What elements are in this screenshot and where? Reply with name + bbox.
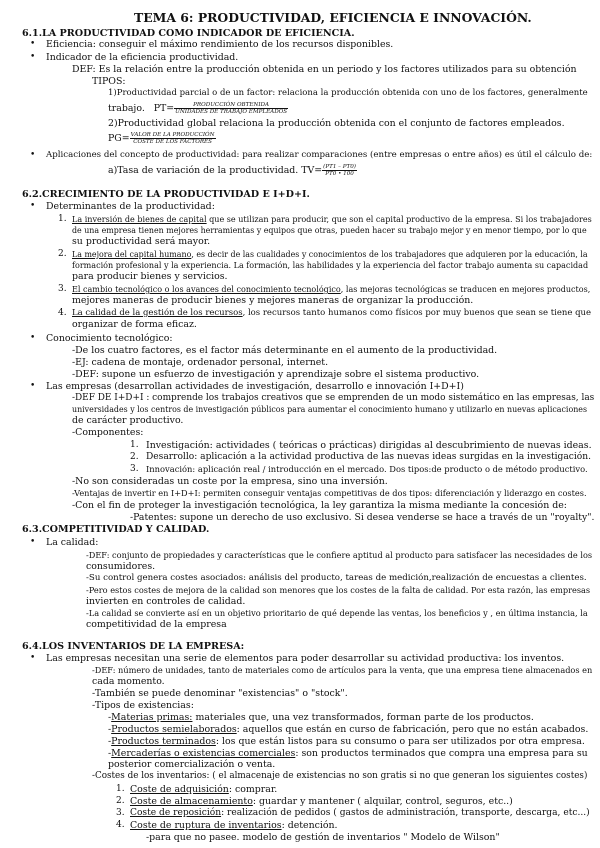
list-item bbox=[72, 284, 590, 295]
fraction bbox=[130, 132, 216, 145]
text-line: invierten en controles de calidad. bbox=[86, 596, 246, 607]
underlined-term: La calidad de la gestión de los recursos bbox=[72, 308, 243, 318]
text-line: -EJ: cadena de montaje, ordenador personal, internet. bbox=[72, 357, 329, 368]
numerator: (PT1 – PT0) bbox=[323, 164, 356, 170]
list-item bbox=[130, 796, 513, 807]
list-number: 1. bbox=[116, 784, 125, 794]
list-number: 2. bbox=[58, 249, 67, 259]
text-line: Eficiencia: conseguir el máximo rendimiento de los recursos disponibles. bbox=[46, 39, 394, 50]
text-line: Investigación: actividades ( teóricas o prácticas) dirigidas al descubrimiento de nuevas ideas. bbox=[146, 440, 592, 451]
text-line: -La calidad se convierte así en un objetivo prioritario de qué depende las ventas, los beneficios y , en última instancia, la bbox=[86, 608, 588, 618]
list-item bbox=[72, 308, 591, 319]
text-line: -No son consideradas un coste por la empresa, sino una inversión. bbox=[72, 476, 388, 487]
underlined-term: Coste de adquisición bbox=[130, 784, 229, 795]
bullet: • bbox=[30, 39, 36, 49]
underlined-term: Coste de ruptura de inventarios bbox=[130, 820, 282, 831]
list-number: 4. bbox=[58, 308, 67, 318]
list-number: 1. bbox=[130, 440, 139, 450]
list-number: 3. bbox=[58, 284, 67, 294]
list-item: -Mercaderías o existencias comerciales: son productos terminados que compra una empresa para su bbox=[108, 748, 588, 759]
page-title: TEMA 6: PRODUCTIVIDAD, EFICIENCIA E INNOVACIÓN. bbox=[134, 10, 532, 25]
underlined-term: Coste de almacenamiento bbox=[130, 796, 253, 807]
text-line: Conocimiento tecnológico: bbox=[46, 333, 173, 344]
text-line: mejores maneras de producir bienes y mejores maneras de organizar la producción. bbox=[72, 295, 474, 306]
list-number: 4. bbox=[116, 820, 125, 830]
section-heading-6-4: 6.4.LOS INVENTARIOS DE LA EMPRESA: bbox=[22, 641, 245, 652]
text-line: -De los cuatro factores, es el factor más determinante en el aumento de la productividad. bbox=[72, 345, 498, 356]
underlined-term: Materias primas: bbox=[111, 712, 193, 723]
list-item bbox=[130, 784, 277, 795]
text-line: -Con el fin de proteger la investigación tecnológica, la ley garantiza la misma mediante la concesión de: bbox=[72, 500, 567, 511]
text-line: posterior comercialización o venta. bbox=[108, 759, 276, 770]
underlined-term: El cambio tecnológico o los avances del conocimiento tecnológico bbox=[72, 285, 341, 294]
underlined-term: Productos semielaborados bbox=[111, 724, 237, 735]
underlined-term: Coste de reposición bbox=[130, 808, 222, 818]
bullet: • bbox=[30, 653, 36, 663]
formula-pt bbox=[108, 102, 288, 115]
text-line: -DEF: conjunto de propiedades y características que le confiere aptitud al producto para satisfacer las necesidades de los bbox=[86, 550, 593, 560]
denominator: COSTE DE LOS FACTORES bbox=[133, 139, 212, 145]
text-line: 2)Productividad global relaciona la producción obtenida con el conjunto de factores empleados. bbox=[108, 118, 565, 129]
text-line: -Ventajas de invertir en I+D+I: permiten conseguir ventajas competitivas de dos tipos: diferenciación y liderazgo en costes. bbox=[72, 488, 587, 498]
text-line: -Costes de los inventarios: ( el almacenaje de existencias no son gratis si no que generan los siguientes costes) bbox=[92, 771, 588, 781]
list-item: -Productos terminados: los que están listos para su consumo o para ser utilizados por otra empresa. bbox=[108, 736, 585, 747]
text-line: competitividad de la empresa bbox=[86, 619, 227, 630]
underlined-term: La inversión de bienes de capital bbox=[72, 215, 207, 224]
list-number: 1. bbox=[58, 214, 67, 224]
text-line: -DEF DE I+D+I : comprende los trabajos creativos que se emprenden de un modo sistemático en las empresas, las bbox=[72, 393, 595, 403]
list-number: 2. bbox=[116, 796, 125, 806]
numerator: PRODUCCIÓN OBTENIDA bbox=[174, 102, 288, 109]
text-span: que se utilizan para producir, que son el capital productivo de la empresa. Si los trabajadores bbox=[206, 215, 592, 224]
denominator: UNIDADES DE TRABAJO EMPLEADOS bbox=[175, 109, 288, 115]
section-heading-6-2: 6.2.CRECIMIENTO DE LA PRODUCTIVIDAD E I+D+I. bbox=[22, 189, 310, 200]
text-span: , es decir de las cualidades y conocimientos de los trabajadores que adquieren por la educación, la bbox=[191, 250, 588, 259]
text-line: Innovación: aplicación real / introducción en el mercado. Dos tipos:de producto o de método productivo. bbox=[146, 464, 588, 474]
text-span: materiales que, una vez transformados, forman parte de los productos. bbox=[192, 712, 534, 723]
bullet: • bbox=[30, 537, 36, 547]
text-line: -DEF: supone un esfuerzo de investigación y aprendizaje sobre el sistema productivo. bbox=[72, 369, 480, 380]
text-line: -Patentes: supone un derecho de uso exclusivo. Si desea venderse se hace a través de un "royalty". bbox=[130, 512, 595, 523]
text-line: 1)Productividad parcial o de un factor: relaciona la producción obtenida con uno de los factores, generalmente bbox=[108, 88, 588, 98]
text-span: : los que están listos para su consumo o para ser utilizados por otra empresa. bbox=[215, 736, 585, 747]
text-line: Las empresas (desarrollan actividades de investigación, desarrollo e innovación I+D+I) bbox=[46, 381, 464, 392]
bullet: • bbox=[30, 201, 36, 211]
text-span: : detención. bbox=[281, 820, 338, 831]
text-line: Determinantes de la productividad: bbox=[46, 201, 215, 212]
text-line: -Su control genera costes asociados: análisis del producto, tareas de medición,realización de encuestas a clientes. bbox=[86, 573, 587, 583]
text-line: su productividad será mayor. bbox=[72, 236, 211, 247]
text-line: organizar de forma eficaz. bbox=[72, 319, 197, 330]
text-line: de una empresa tienen mejores herramientas y equipos que otras, pueden hacer su trabajo mejor y en menor tiempo, por lo que bbox=[72, 226, 587, 235]
text-line: -Tipos de existencias: bbox=[92, 700, 194, 711]
text-line: Aplicaciones del concepto de productividad: para realizar comparaciones (entre empresas o entre años) es útil el cálculo de: bbox=[46, 150, 593, 160]
text-line: para producir bienes y servicios. bbox=[72, 271, 228, 282]
text-line: de carácter productivo. bbox=[72, 415, 184, 426]
formula-pg bbox=[108, 132, 216, 145]
list-item: -Productos semielaborados: aquellos que están en curso de fabricación, pero que no están acabados. bbox=[108, 724, 589, 735]
text-line: Desarrollo: aplicación a la actividad productiva de las nuevas ideas surgidas en la investigación. bbox=[146, 452, 592, 462]
text-span: : realización de pedidos ( gastos de administración, transporte, descarga, etc...) bbox=[221, 808, 590, 818]
text-span: , los recursos tanto humanos como físicos por muy buenos que sean se tiene que bbox=[242, 308, 592, 318]
text-line: Indicador de la eficiencia productividad. bbox=[46, 52, 239, 63]
fraction bbox=[322, 164, 357, 177]
text-line: universidades y los centros de investigación públicos para aumentar el conocimiento humano y utilizarlo en nuevas aplicaciones bbox=[72, 405, 587, 414]
text-line: -Pero estos costes de mejora de la calidad son menores que los costes de la falta de calidad. Por esta razón, las empresas bbox=[86, 585, 591, 595]
list-item bbox=[130, 808, 590, 819]
numerator: VALOR DE LA PRODUCCIÓN bbox=[130, 132, 215, 138]
list-number: 2. bbox=[130, 452, 139, 462]
text-span: PG= bbox=[108, 133, 130, 144]
text-line: -DEF: número de unidades, tanto de materiales como de artículos para la venta, que una empresa tiene almacenados en bbox=[92, 665, 593, 675]
text-line: DEF: Es la relación entre la producción obtenida en un periodo y los factores utilizados para su obtención bbox=[72, 64, 577, 75]
text-span: : son productos terminados que compra una empresa para su bbox=[295, 748, 588, 759]
text-span: : comprar. bbox=[228, 784, 278, 795]
section-heading-6-3: 6.3.COMPETITIVIDAD Y CALIDAD. bbox=[22, 524, 210, 535]
text-span: trabajo. bbox=[108, 103, 145, 114]
section-heading-6-1: 6.1.LA PRODUCTIVIDAD COMO INDICADOR DE EFICIENCIA. bbox=[22, 28, 355, 39]
fraction bbox=[174, 102, 288, 115]
denominator: PT0 • 100 bbox=[325, 171, 354, 177]
text-line: Las empresas necesitan una serie de elementos para poder desarrollar su actividad productiva: los inventos. bbox=[46, 653, 565, 664]
bullet: • bbox=[30, 333, 36, 343]
list-item bbox=[72, 214, 592, 225]
text-line: -También se puede denominar "existencias" o "stock". bbox=[92, 688, 348, 699]
text-span: : aquellos que están en curso de fabricación, pero que no están acabados. bbox=[236, 724, 589, 735]
underlined-term: La mejora del capital humano bbox=[72, 250, 192, 259]
text-span: a)Tasa de variación de la productividad. TV= bbox=[108, 165, 323, 176]
text-line: La calidad: bbox=[46, 537, 99, 548]
text-line: TIPOS: bbox=[92, 76, 126, 87]
list-number: 3. bbox=[130, 464, 139, 474]
text-span: PT= bbox=[153, 103, 175, 114]
bullet: • bbox=[30, 52, 36, 62]
underlined-term: Mercaderías o existencias comerciales bbox=[111, 748, 296, 759]
text-line: -para que no pasee. modelo de gestión de inventarios " Modelo de Wilson" bbox=[146, 832, 500, 843]
list-item: -Materias primas: materiales que, una vez transformados, forman parte de los productos. bbox=[108, 712, 534, 723]
text-line: -Componentes: bbox=[72, 427, 144, 438]
bullet: • bbox=[30, 381, 36, 391]
text-span: , las mejoras tecnológicas se traducen en mejores productos, bbox=[340, 285, 591, 294]
text-span: : guardar y mantener ( alquilar, control, seguros, etc..) bbox=[252, 796, 513, 807]
text-line: cada momento. bbox=[92, 676, 165, 687]
bullet: • bbox=[30, 150, 36, 160]
formula-tv bbox=[108, 164, 357, 177]
text-line: formación profesional y la experiencia. La formación, las habilidades y la experiencia del factor trabajo aumenta su capacidad bbox=[72, 261, 589, 270]
list-item bbox=[72, 249, 588, 260]
text-line: consumidores. bbox=[86, 561, 156, 572]
underlined-term: Productos terminados bbox=[111, 736, 216, 747]
list-item bbox=[130, 820, 338, 831]
list-number: 3. bbox=[116, 808, 125, 818]
